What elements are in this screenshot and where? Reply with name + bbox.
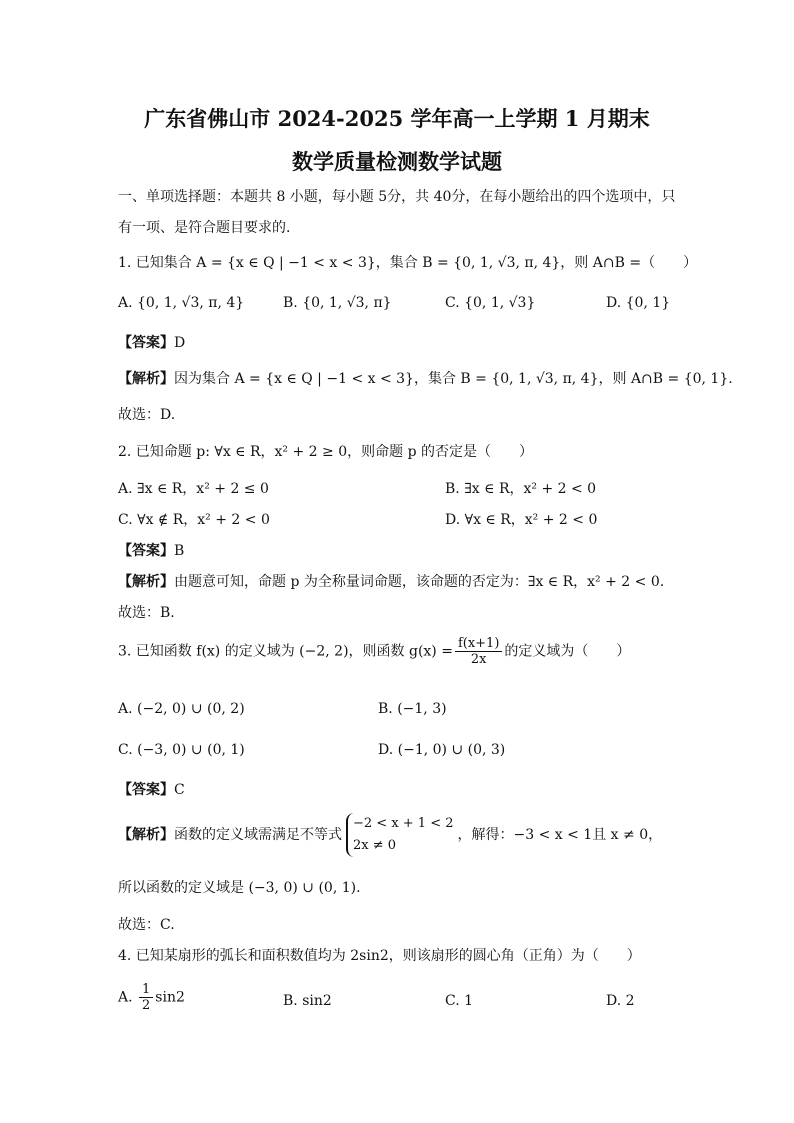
q4-option-d: D. 2 — [606, 993, 635, 1009]
q1-choose: 故选：D. — [118, 407, 176, 423]
q1-stem: 1. 已知集合 A = {x ∈ Q | −1 < x < 3}，集合 B = {0, 1, √3, π, 4}，则 A∩B =（ ） — [118, 255, 698, 271]
q2-option-b: B. ∃x ∈ R，x² + 2 < 0 — [445, 481, 597, 497]
q1-option-d: D. {0, 1} — [606, 295, 671, 311]
q2-choose: 故选：B. — [118, 605, 175, 621]
q1-analysis: 【解析】因为集合 A = {x ∈ Q | −1 < x < 3}，集合 B = {0, 1, √3, π, 4}，则 A∩B = {0, 1}. — [118, 371, 733, 387]
q3-option-d: D. (−1, 0) ∪ (0, 3) — [378, 742, 506, 758]
q3-domain-result: 所以函数的定义域是 (−3, 0) ∪ (0, 1). — [118, 880, 361, 896]
q4-option-c: C. 1 — [445, 993, 474, 1009]
q1-option-b: B. {0, 1, √3, π} — [283, 295, 392, 311]
q3-analysis: 【解析】函数的定义域需满足不等式 −2 < x + 1 < 2 2x ≠ 0 ，解得：−3 < x < 1且 x ≠ 0， — [118, 813, 662, 857]
q3-option-c: C. (−3, 0) ∪ (0, 1) — [118, 742, 245, 758]
q2-option-d: D. ∀x ∈ R，x² + 2 < 0 — [445, 512, 598, 528]
q3-stem: 3. 已知函数 f(x) 的定义域为 (−2, 2)，则函数 g(x) = $\frac{f(x+1)}{2x}$ 的定义域为（ ） — [118, 636, 631, 667]
q3-option-a: A. (−2, 0) ∪ (0, 2) — [118, 701, 245, 717]
q4-stem: 4. 已知某扇形的弧长和面积数值均为 2sin2，则该扇形的圆心角（正角）为（ ） — [118, 948, 641, 964]
q1-option-a: A. {0, 1, √3, π, 4} — [118, 295, 245, 311]
q3-option-b: B. (−1, 3) — [378, 701, 447, 717]
q4-option-a-fraction: $\frac{1}{2}$ — [139, 982, 153, 1013]
q2-option-a: A. ∃x ∈ R，x² + 2 ≤ 0 — [118, 481, 269, 497]
q2-answer: 【答案】B — [118, 543, 185, 559]
q4-option-b: B. sin2 — [283, 993, 332, 1009]
section-instruction-1: 一、单项选择题：本题共 8 小题，每小题 5分，共 40分，在每小题给出的四个选项中，只 — [118, 189, 676, 205]
q3-inequality-system: −2 < x + 1 < 2 2x ≠ 0 — [346, 813, 454, 857]
q1-answer: 【答案】D — [118, 335, 186, 351]
title-line-1: 广东省佛山市 2024-2025 学年高一上学期 1 月期末 — [144, 106, 650, 131]
q2-option-c: C. ∀x ∉ R，x² + 2 < 0 — [118, 512, 270, 528]
title-line-2: 数学质量检测数学试题 — [292, 149, 502, 174]
q4-option-a: A. $\frac{1}{2}$ sin2 — [118, 982, 185, 1013]
q3-answer: 【答案】C — [118, 782, 185, 798]
q1-option-c: C. {0, 1, √3} — [445, 295, 536, 311]
q3-fraction: $\frac{f(x+1)}{2x}$ — [455, 636, 502, 667]
q2-stem: 2. 已知命题 p: ∀x ∈ R，x² + 2 ≥ 0，则命题 p 的否定是（ ） — [118, 444, 533, 460]
q2-analysis: 【解析】由题意可知，命题 p 为全称量词命题，该命题的否定为：∃x ∈ R，x² + 2 < 0. — [118, 574, 665, 590]
section-instruction-2: 有一项、是符合题目要求的. — [118, 220, 291, 236]
q3-choose: 故选：C. — [118, 917, 175, 933]
